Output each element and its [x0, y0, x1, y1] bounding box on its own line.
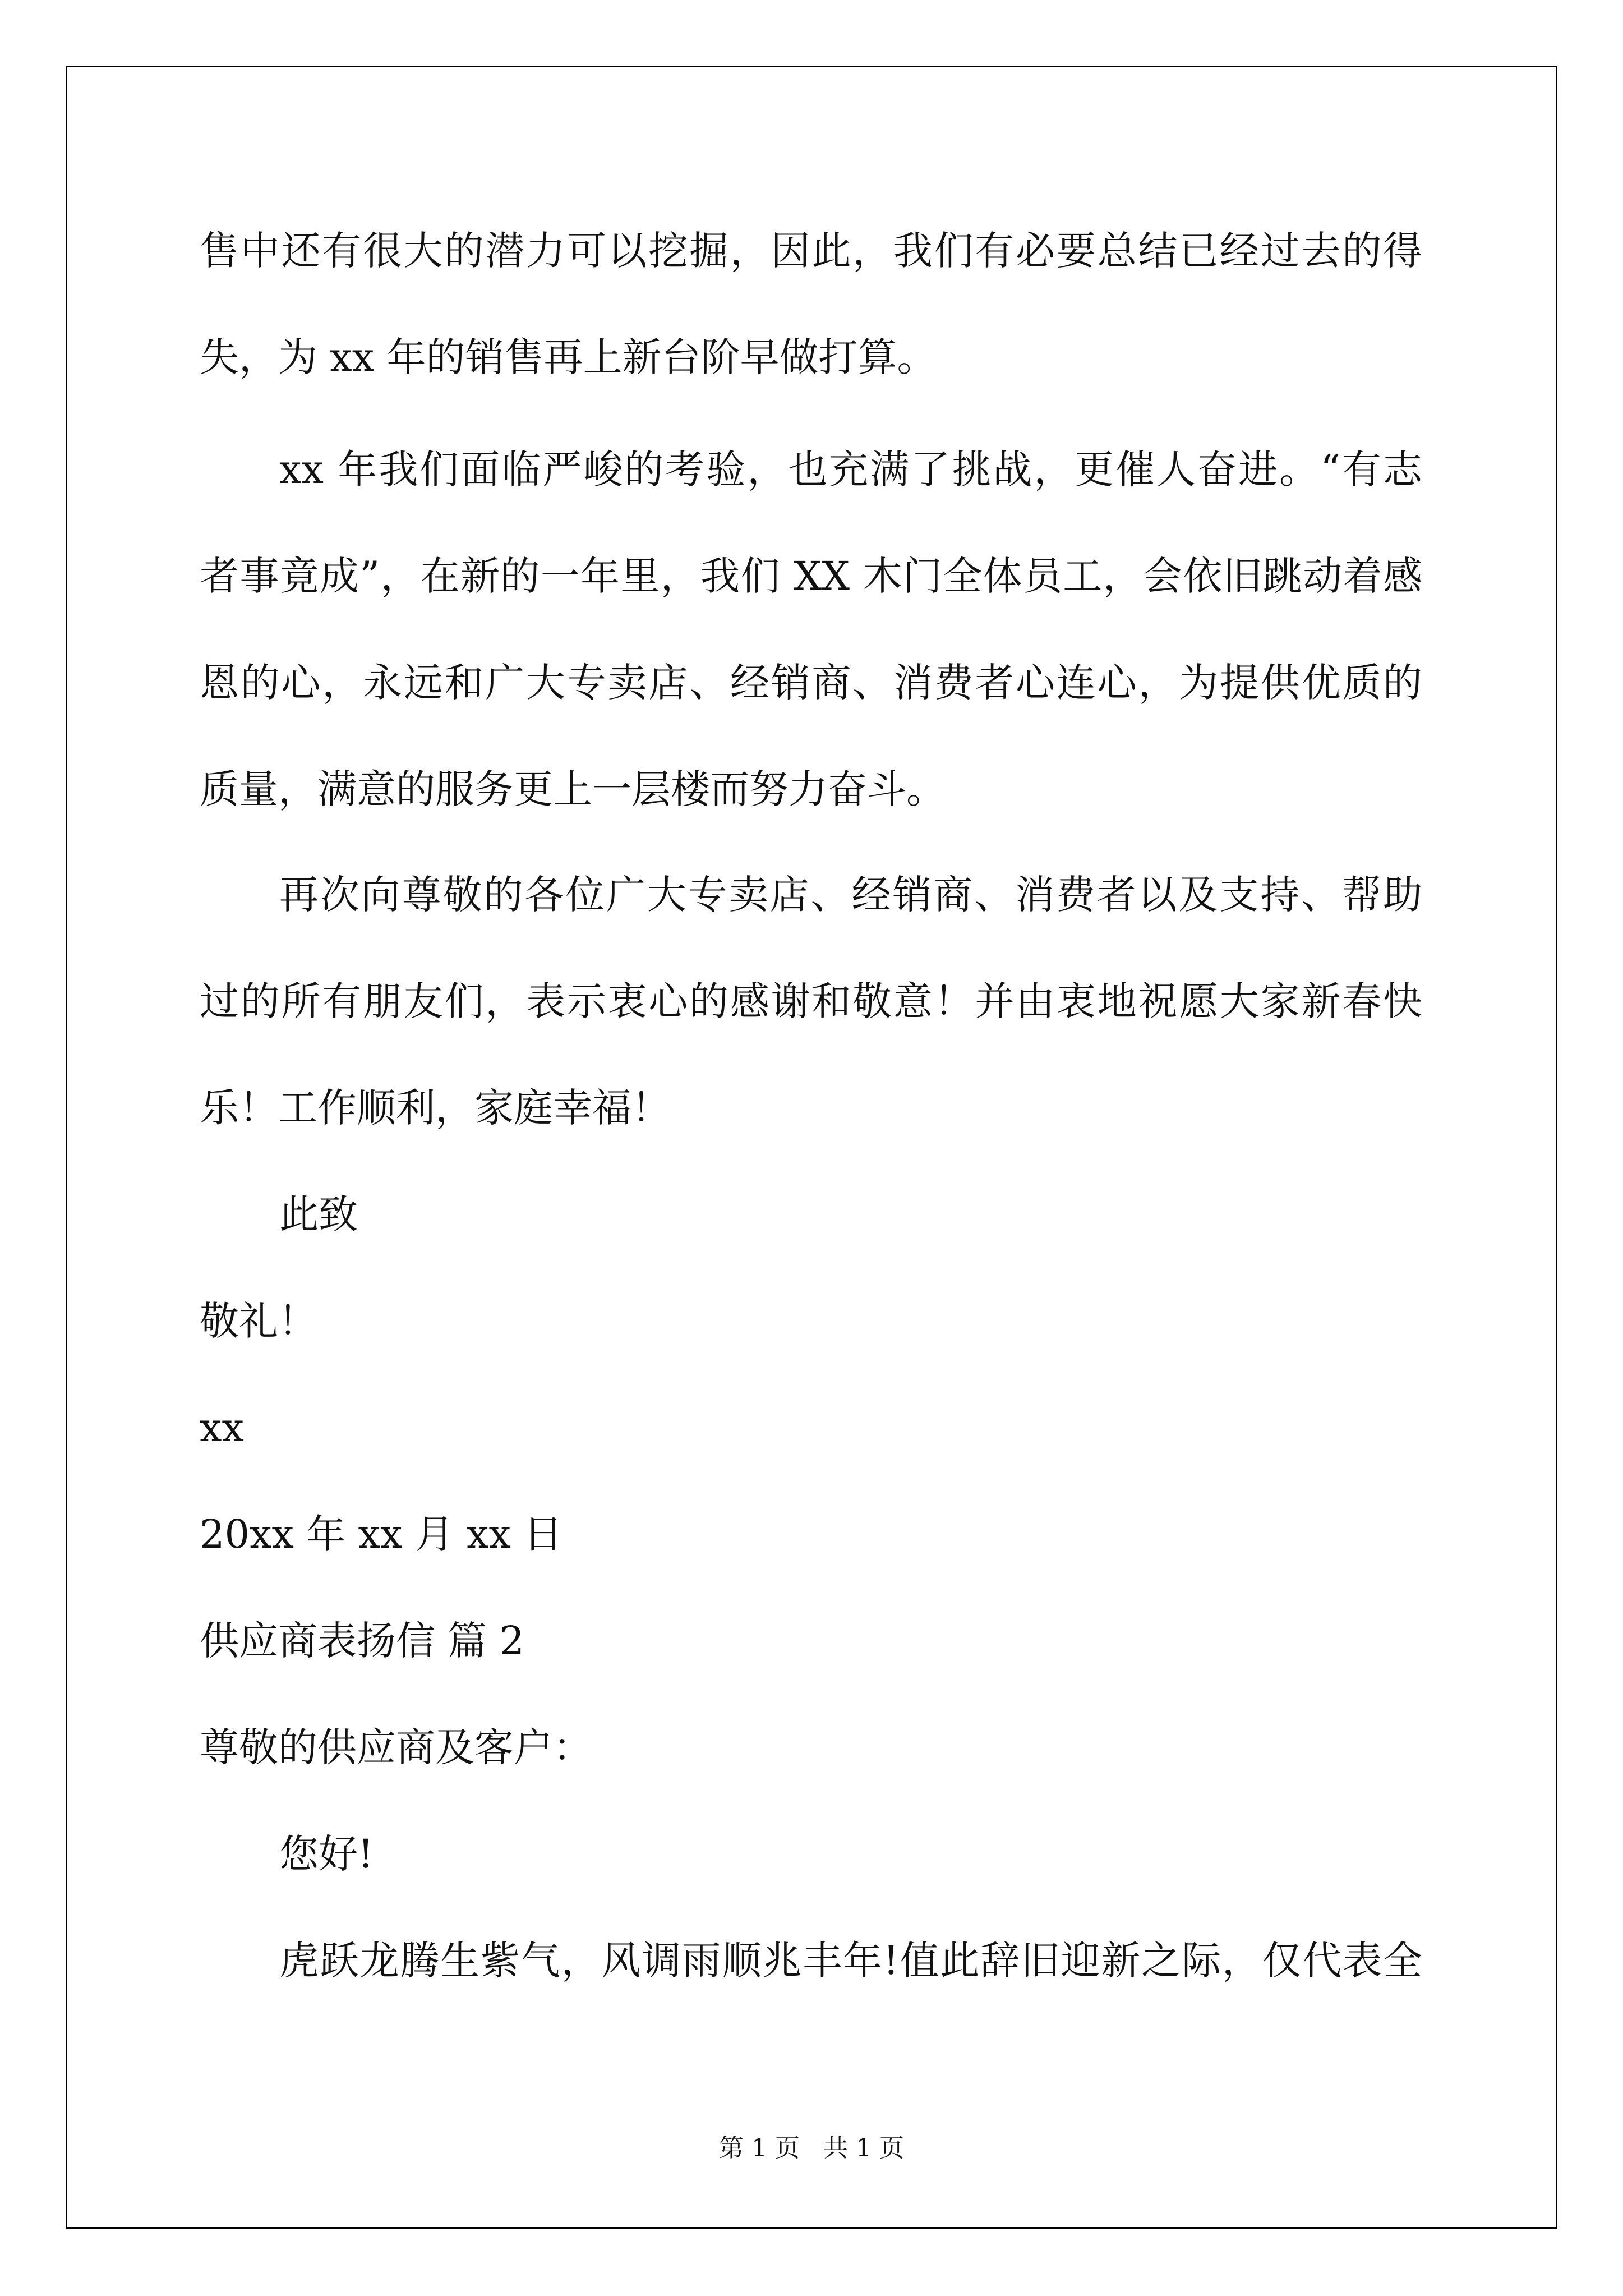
date-line: 20xx 年 xx 月 xx 日 [200, 1511, 563, 1557]
paragraph-line: 失，为 xx 年的销售再上新台阶早做打算。 [200, 334, 937, 380]
paragraph-line: 再次向尊敬的各位广大专卖店、经销商、消费者以及支持、帮助 [279, 872, 1422, 918]
paragraph-line: 售中还有很大的潜力可以挖掘，因此，我们有必要总结已经过去的得 [200, 228, 1422, 274]
paragraph-line: 质量，满意的服务更上一层楼而努力奋斗。 [200, 766, 946, 812]
page-number-footer: 第 1 页 共 1 页 [719, 2134, 904, 2162]
greeting-recipient: 尊敬的供应商及客户： [200, 1724, 592, 1770]
paragraph-line: 过的所有朋友们，表示衷心的感谢和敬意！并由衷地祝愿大家新春快 [200, 978, 1422, 1024]
closing-regards: 敬礼！ [200, 1298, 317, 1344]
section-heading: 供应商表扬信 篇 2 [200, 1618, 525, 1664]
signature: xx [200, 1405, 244, 1451]
paragraph-line: 虎跃龙腾生紫气，风调雨顺兆丰年!值此辞旧迎新之际，仅代表全 [279, 1938, 1422, 1984]
paragraph-line: 者事竟成”，在新的一年里，我们 XX 木门全体员工，会依旧跳动着感 [200, 553, 1422, 599]
paragraph-line: 恩的心，永远和广大专卖店、经销商、消费者心连心，为提供优质的 [200, 660, 1422, 706]
page-border [66, 66, 1557, 2229]
paragraph-line: 乐！工作顺利，家庭幸福！ [200, 1085, 671, 1131]
paragraph-line: xx 年我们面临严峻的考验，也充满了挑战，更催人奋进。“有志 [279, 447, 1422, 493]
greeting: 您好! [279, 1831, 374, 1877]
closing-salutation: 此致 [279, 1191, 358, 1237]
